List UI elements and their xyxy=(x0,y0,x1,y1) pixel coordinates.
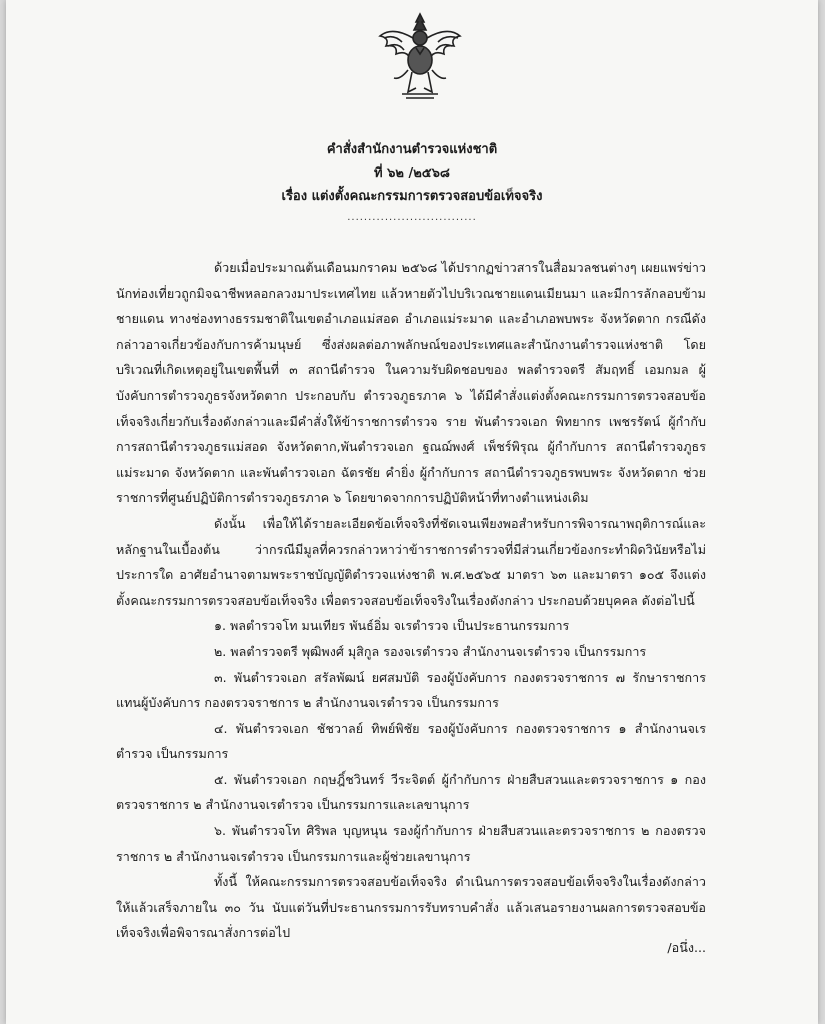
document-body xyxy=(116,255,706,946)
continued-marker: /อนึ่ง... xyxy=(667,940,706,955)
member-item: ๑. พลตำรวจโท มนเทียร พันธ์อิ่ม จเรตำรวจ เป็นประธานกรรมการ xyxy=(214,618,570,634)
member-item: ๖. พันตำรวจโท ศิริพล บุญหนุน รองผู้กำกับการ ฝ่ายสืบสวนและตรวจราชการ ๒ กองตรวจราชการ ๒ สำนักงานจเรตำรวจ เป็นกรรมการและผู้ช่วยเลขานุการ xyxy=(116,823,706,864)
member-item: ๕. พันตำรวจเอก กฤษฎิ์ชวินทร์ วีระจิตต์ ผู้กำกับการ ฝ่ายสืบสวนและตรวจราชการ ๑ กองตรวจราชการ ๒ สำนักงานจเรตำรวจ เป็นกรรมการและเลขานุการ xyxy=(116,771,706,813)
paragraph: ด้วยเมื่อประมาณต้นเดือนมกราคม ๒๕๖๘ ได้ปรากฏข่าวสารในสื่อมวลชนต่างๆ เผยแพร่ข่าวนักท่องเที่ยวถูกมิจฉาชีพหลอกลวงมาประเทศไทย แล้วหายตัวไปบริเวณชายแดนเมียนมา และมีการลักลอบข้ามชายแดน ทางช่องทางธรรมชาติในเขตอำเภอแม่สอด อำเภอแม่ระมาด และอำเภอพบพระ จังหวัดตาก กรณีดังกล่าวอาจเกี่ยวข้องกับการค้ามนุษย์ ซึ่งส่งผลต่อภาพลักษณ์ของประเทศและสำนักงานตำรวจแห่งชาติ โดยบริเวณที่เกิดเหตุอยู่ในเขตพื้นที่ ๓ สถานีตำรวจ ในความรับผิดชอบของ พลตำรวจตรี สัมฤทธิ์ เอมกมล ผู้บังคับการตำรวจภูธรจังหวัดตาก ประกอบกับ ตำรวจภูธรภาค ๖ ได้มีคำสั่งแต่งตั้งคณะกรรมการตรวจสอบข้อเท็จจริงเกี่ยวกับเรื่องดังกล่าวและมีคำสั่งให้ข้าราชการตำรวจ ราย พันตำรวจเอก พิทยากร เพชรรัตน์ ผู้กำกับการสถานีตำรวจภูธรแม่สอด จังหวัดตาก,พันตำรวจเอก ฐณฌ์พงศ์ เพ็ชร์พิรุณ ผู้กำกับการ สถานีตำรวจภูธรแม่ระมาด จังหวัดตาก และพันตำรวจเอก ฉัตรชัย คำยิ่ง ผู้กำกับการ สถานีตำรวจภูธรพบพระ จังหวัดตาก ช่วยราชการที่ศูนย์ปฏิบัติการตำรวจภูธรภาค ๖ โดยขาดจากการปฏิบัติหน้าที่ทางตำแหน่งเดิม xyxy=(116,260,706,506)
divider: ............................... xyxy=(347,212,477,223)
order-subject: เรื่อง แต่งตั้งคณะกรรมการตรวจสอบข้อเท็จจริง xyxy=(281,189,543,204)
document-page xyxy=(6,0,818,1024)
closing-paragraph: ทั้งนี้ ให้คณะกรรมการตรวจสอบข้อเท็จจริง ดำเนินการตรวจสอบข้อเท็จจริงในเรื่องดังกล่าว ให้แล้วเสร็จภายใน ๓๐ วัน นับแต่วันที่ประธานกรรมการรับทราบคำสั่ง แล้วเสนอรายงานผลการตรวจสอบข้อเท็จจริงเพื่อพิจารณาสั่งการต่อไป xyxy=(116,874,706,941)
member-item: ๔. พันตำรวจเอก ชัชวาลย์ ทิพย์พิชัย รองผู้บังคับการ กองตรวจราชการ ๑ สำนักงานจเรตำรวจ เป็นกรรมการ xyxy=(116,720,706,762)
order-number: ที่ ๖๒ /๒๕๖๘ xyxy=(374,166,450,181)
garuda-emblem-icon xyxy=(372,8,468,104)
member-item: ๓. พันตำรวจเอก สรัลพัฒน์ ยศสมบัติ รองผู้บังคับการ กองตรวจราชการ ๗ รักษาราชการแทนผู้บังคับการ กองตรวจราชการ ๒ สำนักงานจเรตำรวจ เป็นกรรมการ xyxy=(116,669,706,711)
order-title: คำสั่งสำนักงานตำรวจแห่งชาติ xyxy=(326,142,498,157)
member-item: ๒. พลตำรวจตรี พุฒิพงศ์ มุสิกูล รองจเรตำรวจ สำนักงานจเรตำรวจ เป็นกรรมการ xyxy=(214,643,647,659)
paragraph: ดังนั้น เพื่อให้ได้รายละเอียดข้อเท็จจริงที่ชัดเจนเพียงพอสำหรับการพิจารณาพฤติการณ์และหลักฐานในเบื้องต้น ว่ากรณีมีมูลที่ควรกล่าวหาว่าข้าราชการตำรวจที่มีส่วนเกี่ยวข้องกระทำผิดวินัยหรือไม่ประการใด อาศัยอำนาจตามพระราชบัญญัติตำรวจแห่งชาติ พ.ศ.๒๕๖๕ มาตรา ๖๓ และมาตรา ๑๐๕ จึงแต่งตั้งคณะกรรมการตรวจสอบข้อเท็จจริง เพื่อตรวจสอบข้อเท็จจริงในเรื่องดังกล่าว ประกอบด้วยบุคคล ดังต่อไปนี้ xyxy=(116,515,706,608)
